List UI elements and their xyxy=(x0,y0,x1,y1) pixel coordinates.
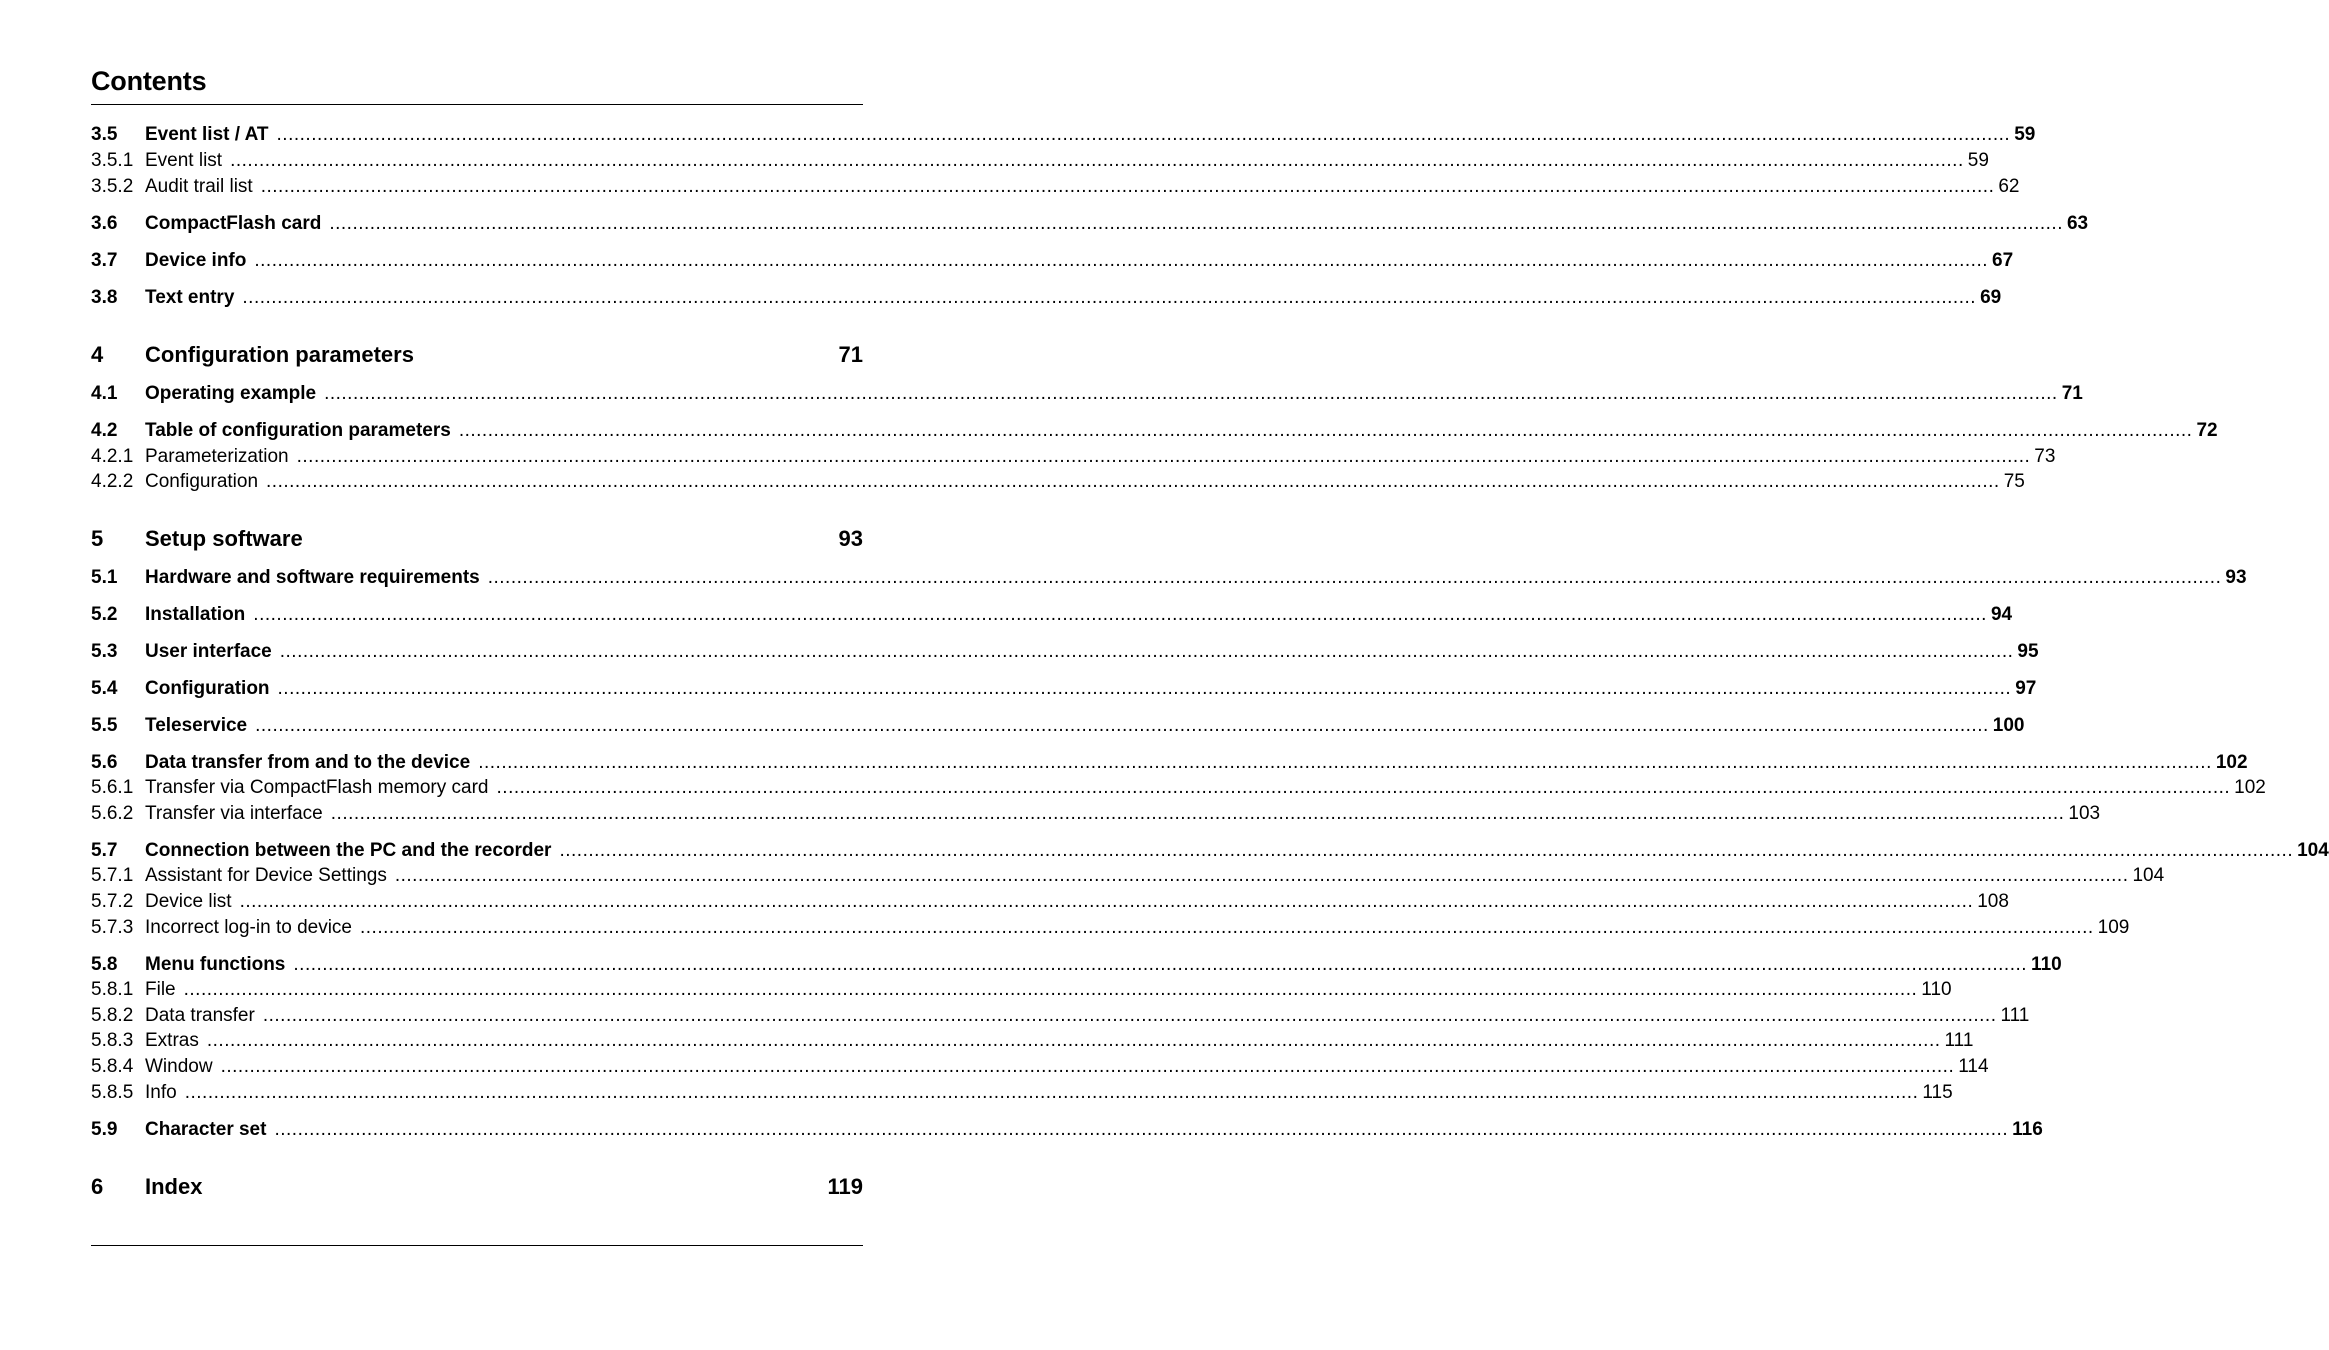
toc-entry-title: Teleservice xyxy=(145,715,248,736)
toc-entry-page: 119 xyxy=(827,1174,863,1199)
dot-leader: ............................................................................................................................................................................................................................................................................................................ xyxy=(394,865,2129,886)
toc-entry-title: File xyxy=(145,979,176,1000)
toc-entry-page: 97 xyxy=(2015,678,2037,699)
dot-leader: ............................................................................................................................................................................................................................................................................................................ xyxy=(242,287,1977,308)
dot-leader: ............................................................................................................................................................................................................................................................................................................ xyxy=(496,777,2231,798)
toc-entry-title: User interface xyxy=(145,641,272,662)
toc-entry-page: 73 xyxy=(2034,446,2056,467)
toc-entry-title: Data transfer xyxy=(145,1005,255,1026)
toc-entry[interactable] xyxy=(91,469,2025,495)
toc-entry-number: 5.7 xyxy=(91,840,118,861)
toc-entry-page: 71 xyxy=(2061,383,2083,404)
toc-entry-page: 62 xyxy=(1998,176,2020,197)
toc-entry[interactable] xyxy=(91,977,1952,1003)
toc-entry-number: 5.7.3 xyxy=(91,917,134,938)
page-title: Contents xyxy=(91,66,207,96)
toc-entry-page: 93 xyxy=(838,526,863,551)
toc-entry-number: 5.7.2 xyxy=(91,891,134,912)
toc-entry[interactable] xyxy=(91,565,2247,591)
toc-entry-title: Hardware and software requirements xyxy=(145,567,480,588)
dot-leader: ............................................................................................................................................................................................................................................................................................................ xyxy=(184,1082,1919,1103)
toc-entry-title: Parameterization xyxy=(145,446,289,467)
toc-entry[interactable] xyxy=(91,676,2037,702)
toc-entry-number: 4.1 xyxy=(91,383,118,404)
toc-entry-number: 5.8.5 xyxy=(91,1082,134,1103)
toc-entry-title: Info xyxy=(145,1082,177,1103)
toc-entry[interactable] xyxy=(91,639,2039,665)
toc-entry[interactable] xyxy=(91,801,2101,827)
toc-chapter[interactable] xyxy=(91,340,863,370)
dot-leader: ............................................................................................................................................................................................................................................................................................................ xyxy=(324,383,2058,404)
toc-entry[interactable] xyxy=(91,211,2089,237)
toc-entry-page: 104 xyxy=(2132,865,2165,886)
footer-rule xyxy=(91,1245,863,1246)
dot-leader: ............................................................................................................................................................................................................................................................................................................ xyxy=(183,979,1918,1000)
toc-entry-title: Text entry xyxy=(145,287,235,308)
toc-entry[interactable] xyxy=(91,1080,1953,1106)
toc-entry-title: Device info xyxy=(145,250,247,271)
toc-entry-page: 75 xyxy=(2003,471,2025,492)
toc-entry-number: 5 xyxy=(91,526,104,551)
toc-entry-number: 3.5 xyxy=(91,124,118,145)
toc-entry-title: Menu functions xyxy=(145,954,286,975)
header-rule xyxy=(91,104,863,105)
toc-entry[interactable] xyxy=(91,381,2083,407)
toc-entry-title: Installation xyxy=(145,604,246,625)
dot-leader: ............................................................................................................................................................................................................................................................................................................ xyxy=(329,213,2063,234)
toc-entry-page: 94 xyxy=(1990,604,2013,625)
toc-entry[interactable] xyxy=(91,889,2009,915)
toc-entry-page: 71 xyxy=(838,342,863,367)
toc-entry[interactable] xyxy=(91,775,2266,801)
dot-leader: ............................................................................................................................................................................................................................................................................................................ xyxy=(220,1056,1955,1077)
toc-entry-number: 5.1 xyxy=(91,567,118,588)
toc-entry-title: Device list xyxy=(145,891,232,912)
toc-entry-page: 93 xyxy=(2225,567,2247,588)
toc-entry-number: 5.6.2 xyxy=(91,803,134,824)
toc-entry-page: 111 xyxy=(1944,1030,1974,1051)
toc-entry-number: 4.2 xyxy=(91,420,118,441)
toc-entry[interactable] xyxy=(91,418,2218,444)
toc-entry-page: 95 xyxy=(2017,641,2039,662)
toc-entry-number: 3.8 xyxy=(91,287,118,308)
toc-entry[interactable] xyxy=(91,174,2020,200)
toc-entry-number: 4 xyxy=(91,342,104,367)
toc-entry-number: 4.2.1 xyxy=(91,446,134,467)
dot-leader: ............................................................................................................................................................................................................................................................................................................ xyxy=(255,715,1989,736)
toc-entry-number: 3.5.2 xyxy=(91,176,134,197)
toc-entry-title: Transfer via CompactFlash memory card xyxy=(145,777,489,798)
toc-entry[interactable] xyxy=(91,285,2002,311)
toc-entry[interactable] xyxy=(91,863,2165,889)
dot-leader: ............................................................................................................................................................................................................................................................................................................ xyxy=(458,420,2193,441)
toc-entry-page: 114 xyxy=(1958,1056,1989,1077)
toc-entry-number: 5.6 xyxy=(91,752,118,773)
dot-leader: ............................................................................................................................................................................................................................................................................................................ xyxy=(274,1119,2009,1140)
toc-entry-title: Incorrect log-in to device xyxy=(145,917,352,938)
toc-entry[interactable] xyxy=(91,1054,1989,1080)
toc-entry-number: 3.7 xyxy=(91,250,118,271)
toc-entry-page: 115 xyxy=(1922,1082,1953,1103)
toc-entry[interactable] xyxy=(91,952,2062,978)
dot-leader: ............................................................................................................................................................................................................................................................................................................ xyxy=(254,250,1989,271)
toc-entry-page: 102 xyxy=(2215,752,2248,773)
toc-entry-page: 103 xyxy=(2068,803,2101,824)
dot-leader: ............................................................................................................................................................................................................................................................................................................ xyxy=(206,1030,1941,1051)
toc-entry-title: Connection between the PC and the recorder xyxy=(145,840,552,861)
toc-entry-title: Extras xyxy=(145,1030,199,1051)
toc-entry-title: CompactFlash card xyxy=(145,213,322,234)
toc-entry-number: 5.8.2 xyxy=(91,1005,134,1026)
dot-leader: ............................................................................................................................................................................................................................................................................................................ xyxy=(478,752,2212,773)
toc-entry[interactable] xyxy=(91,602,2013,628)
toc-entry-title: Operating example xyxy=(145,383,317,404)
dot-leader: ............................................................................................................................................................................................................................................................................................................ xyxy=(293,954,2028,975)
toc-entry-title: Configuration xyxy=(145,471,259,492)
toc-entry-page: 110 xyxy=(1921,979,1952,1000)
toc-entry[interactable] xyxy=(91,248,2014,274)
toc-entry-page: 108 xyxy=(1977,891,2009,912)
toc-entry-number: 3.6 xyxy=(91,213,118,234)
toc-chapter[interactable] xyxy=(91,524,863,554)
toc-entry-page: 59 xyxy=(2014,124,2036,145)
toc-entry[interactable] xyxy=(91,1117,2043,1143)
toc-entry-title: Event list / AT xyxy=(145,124,269,145)
toc-entry-title: Assistant for Device Settings xyxy=(145,865,387,886)
toc-entry-title: Window xyxy=(145,1056,213,1077)
toc-entry-title: Index xyxy=(145,1174,203,1199)
toc-entry-title: Data transfer from and to the device xyxy=(145,752,471,773)
toc-entry-page: 110 xyxy=(2031,954,2062,975)
toc-entry-number: 5.7.1 xyxy=(91,865,134,886)
toc-entry[interactable] xyxy=(91,713,2025,739)
toc-entry[interactable] xyxy=(91,750,2248,776)
toc-entry-number: 5.8.3 xyxy=(91,1030,134,1051)
toc-entry-number: 5.8.4 xyxy=(91,1056,134,1077)
dot-leader: ............................................................................................................................................................................................................................................................................................................ xyxy=(260,176,1995,197)
toc-entry[interactable] xyxy=(91,838,2329,864)
dot-leader: ............................................................................................................................................................................................................................................................................................................ xyxy=(296,446,2031,467)
toc-entry[interactable] xyxy=(91,444,2056,470)
dot-leader: ............................................................................................................................................................................................................................................................................................................ xyxy=(239,891,1974,912)
dot-leader: ............................................................................................................................................................................................................................................................................................................ xyxy=(253,604,1987,625)
toc-entry[interactable] xyxy=(91,915,2130,941)
toc-entry-number: 6 xyxy=(91,1174,104,1199)
dot-leader: ............................................................................................................................................................................................................................................................................................................ xyxy=(262,1005,1997,1026)
toc-entry-title: Setup software xyxy=(145,526,303,551)
toc-entry-title: Transfer via interface xyxy=(145,803,323,824)
dot-leader: ............................................................................................................................................................................................................................................................................................................ xyxy=(277,678,2012,699)
toc-entry-page: 59 xyxy=(1967,150,1989,171)
toc-entry-number: 5.5 xyxy=(91,715,118,736)
dot-leader: ............................................................................................................................................................................................................................................................................................................ xyxy=(230,150,1964,171)
dot-leader: ............................................................................................................................................................................................................................................................................................................ xyxy=(266,471,2000,492)
toc-entry-page: 100 xyxy=(1992,715,2025,736)
toc-entry-number: 5.2 xyxy=(91,604,118,625)
toc-entry-title: Configuration parameters xyxy=(145,342,414,367)
dot-leader: ............................................................................................................................................................................................................................................................................................................ xyxy=(360,917,2094,938)
toc-entry-number: 3.5.1 xyxy=(91,150,134,171)
toc-entry-title: Audit trail list xyxy=(145,176,253,197)
toc-entry-title: Character set xyxy=(145,1119,267,1140)
dot-leader: ............................................................................................................................................................................................................................................................................................................ xyxy=(279,641,2014,662)
toc-entry-page: 67 xyxy=(1992,250,2014,271)
dot-leader: ............................................................................................................................................................................................................................................................................................................ xyxy=(276,124,2011,145)
toc-entry[interactable] xyxy=(91,122,2036,148)
toc-entry[interactable] xyxy=(91,148,1989,174)
toc-entry-page: 104 xyxy=(2297,840,2329,861)
toc-chapter[interactable] xyxy=(91,1172,863,1202)
toc-entry-page: 109 xyxy=(2097,917,2130,938)
toc-entry-page: 69 xyxy=(1980,287,2002,308)
toc-entry-title: Table of configuration parameters xyxy=(145,420,451,441)
dot-leader: ............................................................................................................................................................................................................................................................................................................ xyxy=(487,567,2222,588)
toc-entry-number: 5.4 xyxy=(91,678,118,699)
toc-entry-number: 5.8 xyxy=(91,954,118,975)
toc-entry-number: 5.8.1 xyxy=(91,979,134,1000)
toc-entry-title: Configuration xyxy=(145,678,270,699)
toc-entry-number: 4.2.2 xyxy=(91,471,134,492)
toc-entry-page: 116 xyxy=(2012,1119,2043,1140)
toc-entry-number: 5.9 xyxy=(91,1119,118,1140)
toc-entry-page: 102 xyxy=(2234,777,2266,798)
dot-leader: ............................................................................................................................................................................................................................................................................................................ xyxy=(559,840,2294,861)
toc-entry[interactable] xyxy=(91,1003,2030,1029)
toc-entry-page: 111 xyxy=(2000,1005,2030,1026)
toc-entry[interactable] xyxy=(91,1028,1974,1054)
dot-leader: ............................................................................................................................................................................................................................................................................................................ xyxy=(330,803,2065,824)
toc-entry-page: 63 xyxy=(2066,213,2089,234)
toc-entry-page: 72 xyxy=(2196,420,2218,441)
toc-entry-number: 5.6.1 xyxy=(91,777,134,798)
toc-entry-number: 5.3 xyxy=(91,641,118,662)
toc-entry-title: Event list xyxy=(145,150,223,171)
